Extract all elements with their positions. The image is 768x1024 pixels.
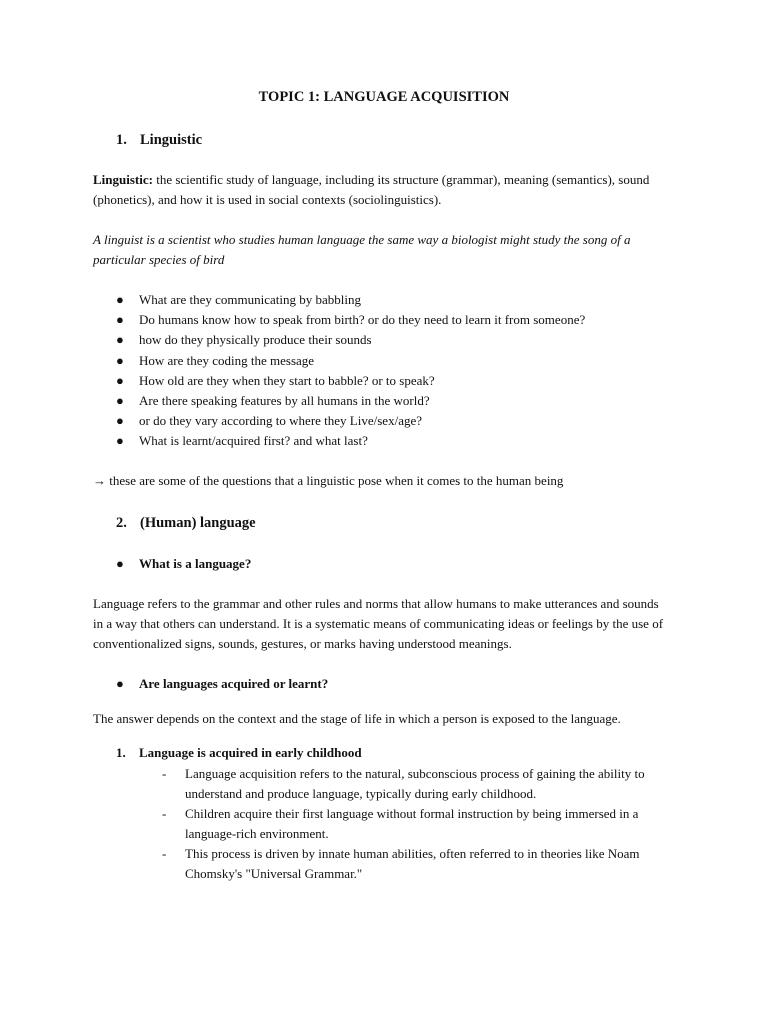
list-item-text: What is learnt/acquired first? and what last? (139, 433, 368, 449)
list-item (116, 391, 585, 411)
bullet-icon: ● (116, 292, 124, 307)
linguist-quote: A linguist is a scientist who studies human language the same way a biologist might study the song of a particular species of bird (93, 232, 631, 267)
definition-text: the scientific study of language, including its structure (grammar), meaning (semantics), sound (phonetics), and how it is used in social contexts (sociolinguistics). (93, 172, 650, 207)
questions-list (116, 290, 585, 452)
list-item (116, 351, 585, 371)
question-acquired-or-learnt (116, 674, 328, 694)
answer-paragraph: The answer depends on the context and the stage of life in which a person is exposed to the language. (93, 711, 621, 726)
dash-marker: - (162, 806, 167, 821)
section-heading-linguistic (116, 130, 202, 150)
question-what-is-language (116, 554, 251, 574)
list-item (162, 844, 662, 884)
question-text: What is a language? (139, 556, 252, 571)
subsection-heading-text: Language is acquired in early childhood (139, 745, 362, 760)
list-item-text: or do they vary according to where they Live/sex/age? (139, 413, 422, 429)
bullet-icon: ● (116, 433, 124, 449)
acquisition-points-list (162, 764, 662, 884)
subsection-number: 1. (116, 745, 126, 760)
list-item-text: What are they communicating by babbling (139, 292, 362, 307)
list-item-text: This process is driven by innate human abilities, often referred to in theories like Noam Chomsky's "Universal Grammar." (185, 846, 640, 881)
list-item-text: Children acquire their first language without formal instruction by being immersed in a language-rich environment. (185, 806, 639, 841)
list-item-text: Are there speaking features by all humans in the world? (139, 392, 430, 408)
list-item (116, 310, 585, 330)
dash-marker: - (162, 766, 167, 781)
definition-paragraph (93, 170, 683, 210)
section-heading-text: Linguistic (140, 132, 203, 148)
subsection-heading-acquired (116, 743, 362, 763)
list-item-text: Language acquisition refers to the natural, subconscious process of gaining the ability to understand and produce language, typically during early childhood. (185, 766, 645, 801)
question-text: Are languages acquired or learnt? (139, 676, 329, 691)
bullet-icon: ● (116, 312, 124, 328)
bullet-icon: ● (116, 413, 124, 429)
dash-marker: - (162, 846, 167, 861)
list-item (162, 764, 662, 804)
bullet-icon: ● (116, 392, 124, 408)
definition-term: Linguistic: (93, 172, 153, 187)
bullet-icon: ● (116, 556, 124, 571)
bullet-icon: ● (116, 676, 124, 691)
conclusion-text: → these are some of the questions that a linguistic pose when it comes to the human being (93, 473, 564, 488)
list-item-text: Do humans know how to speak from birth? or do they need to learn it from someone? (139, 312, 586, 328)
document-title: TOPIC 1: LANGUAGE ACQUISITION (258, 89, 510, 105)
list-item-text: how do they physically produce their sounds (139, 332, 372, 348)
bullet-icon: ● (116, 332, 124, 348)
language-definition-paragraph: Language refers to the grammar and other rules and norms that allow humans to make utterances and sounds in a way that others can understand. It is a systematic means of communicating ideas or feelings by the use of conventionalized signs, sounds, gestures, or marks having understood meanings. (93, 596, 664, 651)
list-item-text: How are they coding the message (139, 352, 315, 368)
list-item (116, 371, 585, 391)
list-item (116, 290, 585, 310)
list-item (116, 411, 585, 431)
bullet-icon: ● (116, 352, 124, 368)
section-number: 2. (116, 515, 127, 531)
section-heading-human-language (116, 513, 256, 533)
list-item (116, 330, 585, 350)
bullet-icon: ● (116, 372, 124, 388)
list-item (162, 804, 662, 844)
section-number: 1. (116, 132, 127, 148)
list-item (116, 431, 585, 451)
section-heading-text: (Human) language (140, 515, 256, 531)
list-item-text: How old are they when they start to babble? or to speak? (139, 372, 435, 388)
